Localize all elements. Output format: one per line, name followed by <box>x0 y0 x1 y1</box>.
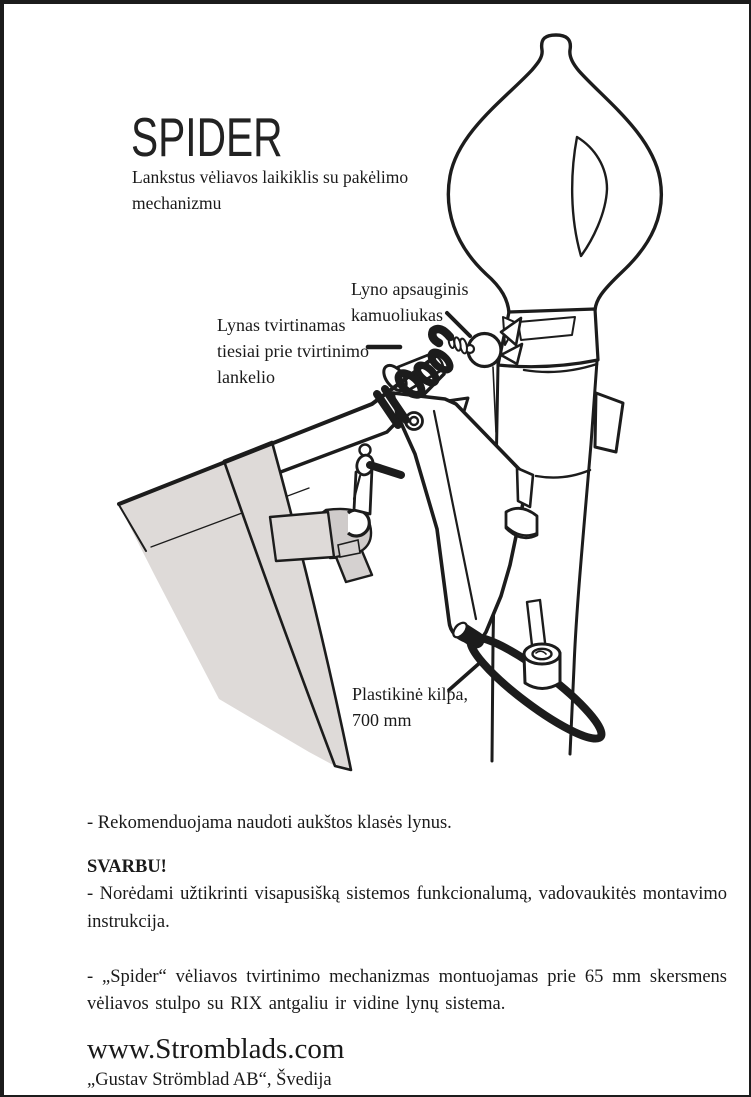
label-rope-attachment <box>217 312 369 390</box>
spec-note: - „Spider“ vėliavos tvirtinimo mechanizmas montuojamas prie 65 mm skersmens vėliavos stulpo su RIX antgaliu ir vidine lynų sistema. <box>87 966 727 1014</box>
finial-ornament <box>448 35 661 313</box>
recommendation-note: - Rekomenduojama naudoti aukštos klasės lynus. <box>87 813 452 833</box>
subtitle-line: Lankstus vėliavos laikiklis su pakėlimo <box>132 167 409 187</box>
company-text: „Gustav Strömblad AB“, Švedija <box>87 1069 332 1090</box>
label-plastic-loop <box>352 681 468 733</box>
page-title: SPIDER <box>131 106 283 168</box>
website-text: www.Stromblads.com <box>87 1032 345 1065</box>
important-note: - Norėdami užtikrinti visapusišką sistemos funkcionalumą, vadovaukitės montavimo instrukcija. <box>87 884 727 932</box>
label-line: tiesiai prie tvirtinimo <box>217 341 369 361</box>
instructions-text <box>87 810 727 1094</box>
label-line: 700 mm <box>352 710 412 730</box>
label-line: Lynas tvirtinamas <box>217 315 346 335</box>
label-line: Plastikinė kilpa, <box>352 684 468 704</box>
label-line: Lyno apsauginis <box>351 279 469 299</box>
label-line: kamuoliukas <box>351 305 443 325</box>
label-line: lankelio <box>217 367 275 387</box>
important-heading: SVARBU! <box>87 856 167 877</box>
subtitle-line: mechanizmu <box>132 192 222 213</box>
